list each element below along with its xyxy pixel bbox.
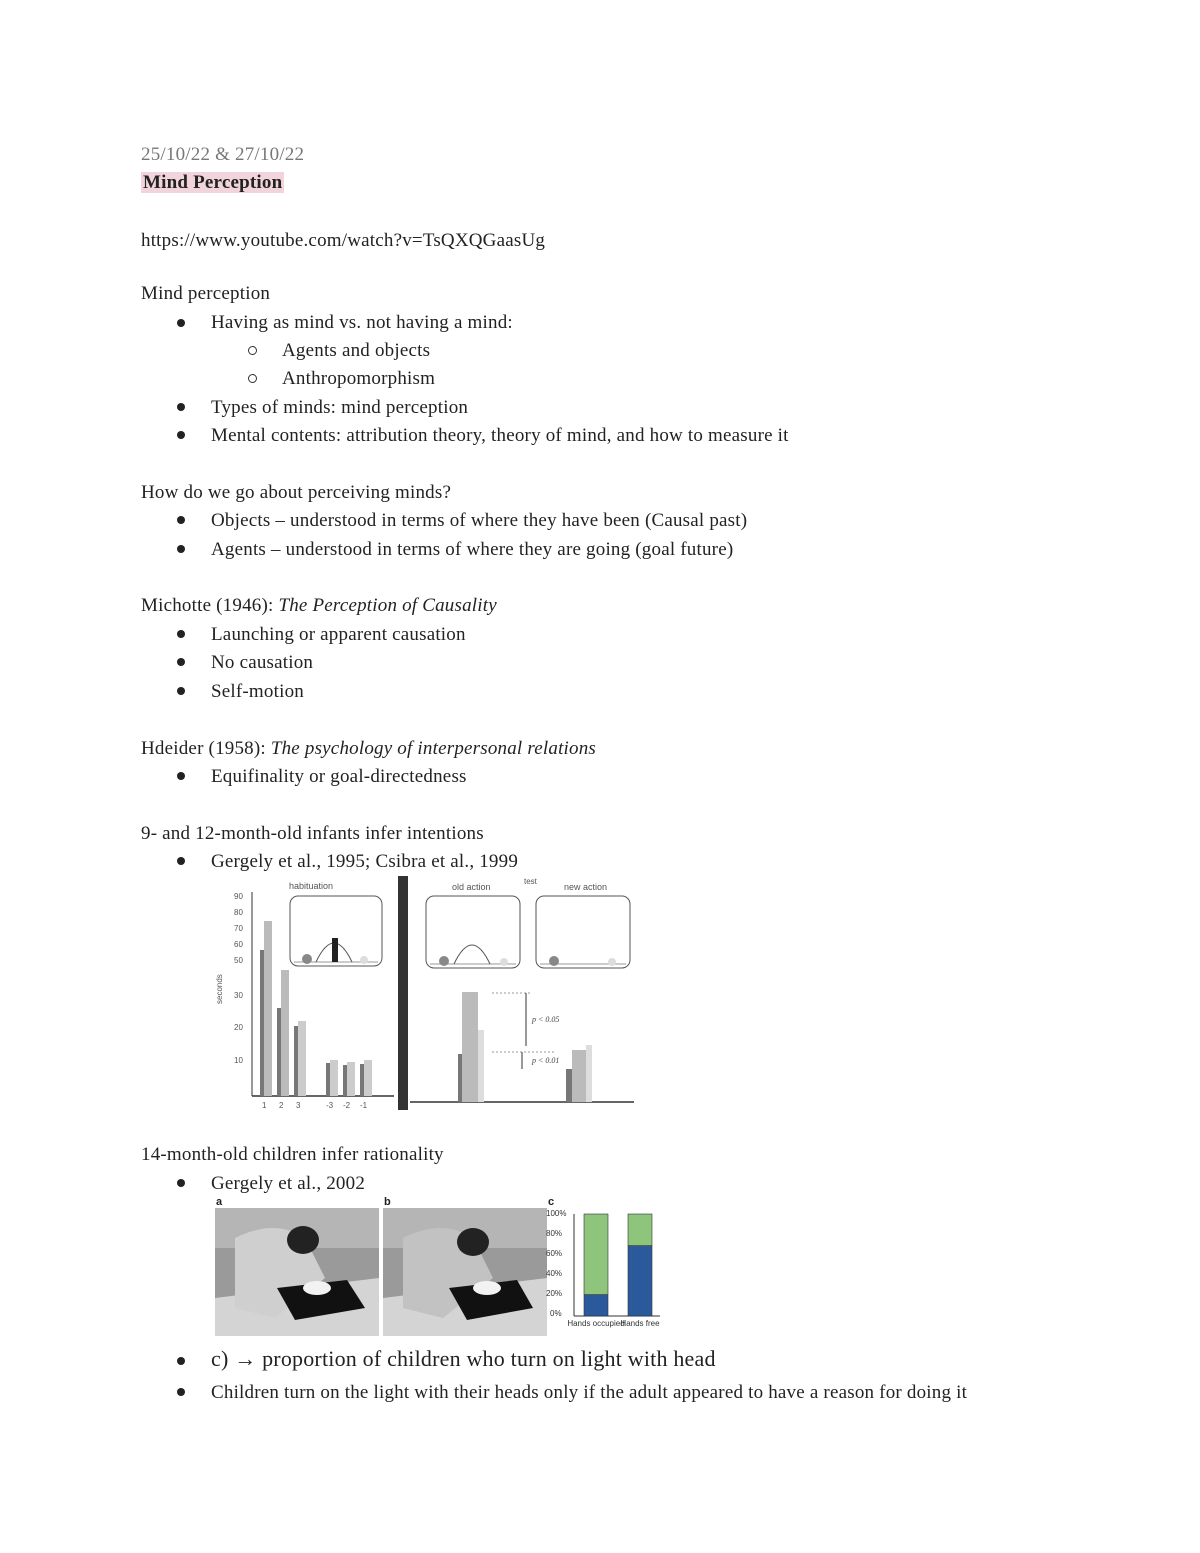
- new-action-scene: [536, 896, 630, 968]
- y-tick: 50: [234, 956, 243, 965]
- bullet-icon: [177, 403, 185, 411]
- list-item: Equifinality or goal-directedness: [211, 766, 467, 787]
- x-tick: 1: [262, 1101, 267, 1110]
- list-item: Agents – understood in terms of where they are going (goal future): [211, 539, 734, 560]
- section-heading-michotte: Michotte (1946): The Perception of Causality: [141, 595, 497, 616]
- list-item: Gergely et al., 2002: [211, 1173, 366, 1194]
- x-tick: -2: [343, 1101, 351, 1110]
- bullet-icon: [177, 857, 185, 865]
- list-item: Objects – understood in terms of where they have been (Causal past): [211, 510, 748, 531]
- bullet-icon: [177, 658, 185, 666]
- y-tick: 90: [234, 892, 243, 901]
- y-tick: 60: [234, 940, 243, 949]
- x-tick-label: Hands free: [620, 1319, 660, 1328]
- bar-head-1: [628, 1246, 652, 1316]
- bar: [586, 1045, 592, 1102]
- list-subitem: Agents and objects: [282, 340, 431, 361]
- bullet-icon: [177, 1388, 185, 1396]
- y-tick: 80%: [546, 1229, 563, 1238]
- y-tick: 70: [234, 924, 243, 933]
- list-item: Having as mind vs. not having a mind:: [211, 312, 513, 333]
- bar: [298, 1021, 306, 1096]
- photo-b-hands-free: [383, 1208, 547, 1336]
- youtube-link[interactable]: https://www.youtube.com/watch?v=TsQXQGaasUg: [141, 230, 546, 251]
- test-label: test: [524, 877, 537, 886]
- list-item: Children turn on the light with their heads only if the adult appeared to have a reason for doing it: [211, 1382, 968, 1403]
- hollow-bullet-icon: [248, 346, 257, 355]
- list-item: No causation: [211, 652, 314, 673]
- section-heading-infants-intentions: 9- and 12-month-old infants infer intentions: [141, 823, 484, 844]
- list-item: Gergely et al., 1995; Csibra et al., 1999: [211, 851, 519, 872]
- y-tick: 40%: [546, 1269, 563, 1278]
- bar: [281, 970, 289, 1096]
- p-value-label: p < 0.01: [532, 1056, 560, 1065]
- bullet-icon: [177, 772, 185, 780]
- photo-a-hands-occupied: [215, 1208, 379, 1336]
- x-tick: -3: [326, 1101, 334, 1110]
- y-axis-label: seconds: [215, 974, 224, 1004]
- p-value-label: p < 0.05: [532, 1015, 560, 1024]
- x-tick: -1: [360, 1101, 368, 1110]
- list-item: Mental contents: attribution theory, theory of mind, and how to measure it: [211, 425, 789, 446]
- stacked-bar-chart: [546, 1206, 662, 1340]
- section-heading-perceiving-minds: How do we go about perceiving minds?: [141, 482, 452, 503]
- x-tick-label: Hands occupied: [567, 1319, 625, 1328]
- bar-hand-1: [628, 1214, 652, 1246]
- panel-label-c: c: [548, 1196, 555, 1208]
- bar: [462, 992, 478, 1102]
- hollow-bullet-icon: [248, 374, 257, 383]
- bar-hand-0: [584, 1214, 608, 1295]
- panel-label-b: b: [384, 1196, 391, 1208]
- bar: [264, 921, 272, 1096]
- bullet-icon: [177, 431, 185, 439]
- bar: [347, 1062, 355, 1096]
- section-heading-children-rationality: 14-month-old children infer rationality: [141, 1144, 444, 1165]
- section-heading-mind-perception: Mind perception: [141, 283, 271, 304]
- bullet-icon: [177, 687, 185, 695]
- list-item: Launching or apparent causation: [211, 624, 466, 645]
- bar: [572, 1050, 588, 1102]
- bullet-icon: [177, 319, 185, 327]
- habituation-label: habituation: [289, 881, 334, 891]
- old-action-label: old action: [452, 882, 491, 892]
- y-tick: 30: [234, 991, 243, 1000]
- panel-divider: [398, 876, 408, 1110]
- list-subitem: Anthropomorphism: [282, 368, 436, 389]
- panel-label-a: a: [216, 1196, 223, 1208]
- y-tick: 10: [234, 1056, 243, 1065]
- bullet-icon: [177, 630, 185, 638]
- y-tick: 20: [234, 1023, 243, 1032]
- bar: [364, 1060, 372, 1096]
- bar: [478, 1030, 484, 1102]
- y-tick: 60%: [546, 1249, 563, 1258]
- y-tick: 20%: [546, 1289, 563, 1298]
- date-line: 25/10/22 & 27/10/22: [141, 144, 305, 165]
- x-tick: 2: [279, 1101, 284, 1110]
- y-tick: 100%: [546, 1209, 567, 1218]
- x-tick: 3: [296, 1101, 301, 1110]
- habituation-test-figure: [214, 874, 640, 1112]
- old-action-scene: [426, 896, 520, 968]
- page-title: Mind Perception: [143, 172, 283, 193]
- list-item: c) → proportion of children who turn on light with head: [211, 1346, 716, 1371]
- bullet-icon: [177, 545, 185, 553]
- y-tick: 0%: [550, 1309, 562, 1318]
- list-item: Types of minds: mind perception: [211, 397, 469, 418]
- bar: [330, 1060, 338, 1096]
- bullet-icon: [177, 516, 185, 524]
- bullet-icon: [177, 1357, 185, 1365]
- bullet-icon: [177, 1179, 185, 1187]
- bar-head-0: [584, 1295, 608, 1316]
- y-tick: 80: [234, 908, 243, 917]
- list-item: Self-motion: [211, 681, 304, 702]
- new-action-label: new action: [564, 882, 608, 892]
- section-heading-heider: Hdeider (1958): The psychology of interpersonal relations: [141, 738, 597, 759]
